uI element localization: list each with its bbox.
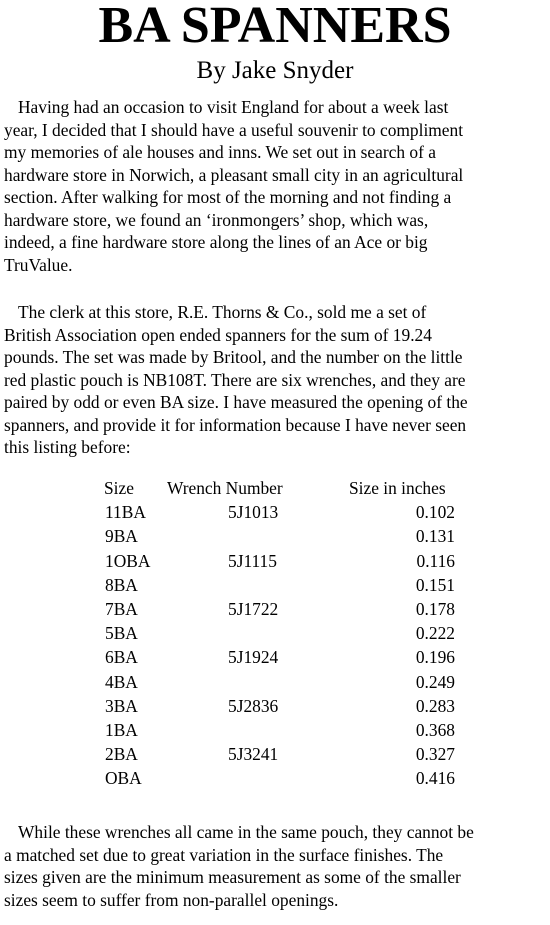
paragraph-line: British Association open ended spanners for the sum of 19.24 [4, 324, 432, 345]
cell-wrench-number: 5J1924 [228, 647, 279, 668]
cell-size-in-inches: 0.116 [416, 550, 455, 571]
cell-size-in-inches: 0.131 [415, 526, 455, 547]
paragraph-line: year, I decided that I should have a useful souvenir to compliment [4, 119, 464, 140]
article-byline: By Jake Snyder [196, 57, 354, 84]
table-row [0, 718, 550, 742]
paragraph-line: sizes seem to suffer from non-parallel openings. [4, 889, 339, 910]
paragraph-line: hardware store in Norwich, a pleasant small city in an agricultural [4, 164, 464, 185]
cell-size-in-inches: 0.151 [415, 574, 455, 595]
cell-size-in-inches: 0.416 [415, 768, 455, 789]
paragraph-line: While these wrenches all came in the same pouch, they cannot be [18, 822, 474, 842]
table-row [0, 742, 550, 766]
cell-size: OBA [105, 768, 142, 789]
paragraph-intro [4, 96, 548, 276]
column-header-size: Size [104, 478, 134, 498]
paragraph-line: The clerk at this store, R.E. Thorns & Co., sold me a set of [18, 302, 427, 322]
paragraph-conclusion [4, 821, 548, 911]
cell-size: 11BA [105, 502, 146, 523]
paragraph-line: hardware store, we found an ‘ironmongers’ shop, which was, [4, 209, 429, 230]
paragraph-line: a matched set due to great variation in the surface finishes. The [4, 844, 444, 865]
column-header-size-in-inches: Size in inches [349, 478, 446, 498]
paragraph-line: paired by odd or even BA size. I have measured the opening of the [4, 392, 468, 412]
paragraph-line: indeed, a fine hardware store along the lines of an Ace or big [4, 232, 428, 252]
table-body [0, 500, 550, 790]
cell-size-in-inches: 0.222 [415, 623, 455, 644]
cell-size-in-inches: 0.283 [415, 695, 455, 716]
cell-size-in-inches: 0.327 [415, 744, 455, 765]
column-header-wrench-number: Wrench Number [167, 478, 283, 498]
cell-size-in-inches: 0.178 [415, 598, 455, 619]
paragraph-line: my memories of ale houses and inns. We set out in search of a [4, 142, 436, 162]
spanner-size-table [0, 476, 550, 790]
cell-size-in-inches: 0.249 [415, 671, 455, 692]
cell-size: 7BA [105, 598, 138, 619]
table-row [0, 524, 550, 548]
table-row [0, 621, 550, 645]
cell-wrench-number: 5J1013 [228, 502, 279, 523]
cell-size: 4BA [105, 671, 138, 692]
cell-wrench-number: 5J3241 [228, 744, 279, 765]
paragraph-line: pounds. The set was made by Britool, and the number on the little [4, 347, 463, 367]
cell-size: 8BA [105, 574, 138, 595]
table-row [0, 549, 550, 573]
cell-wrench-number: 5J2836 [228, 695, 279, 716]
table-row [0, 573, 550, 597]
paragraph-line: sizes given are the minimum measurement as some of the smaller [4, 867, 461, 887]
table-row [0, 694, 550, 718]
cell-size: 5BA [105, 623, 138, 644]
cell-wrench-number: 5J1722 [228, 598, 279, 619]
paragraph-purchase [4, 301, 548, 459]
cell-size: 3BA [105, 695, 138, 716]
cell-size: 1OBA [105, 550, 151, 571]
table-header-row [0, 476, 550, 500]
paragraph-line: red plastic pouch is NB108T. There are six wrenches, and they are [4, 369, 466, 390]
cell-size-in-inches: 0.196 [415, 647, 455, 668]
paragraph-line: section. After walking for most of the morning and not finding a [4, 187, 452, 207]
cell-size: 9BA [105, 526, 138, 547]
cell-size: 1BA [105, 719, 138, 740]
table-row [0, 766, 550, 790]
paragraph-line: TruValue. [4, 254, 73, 275]
table-row [0, 645, 550, 669]
cell-size: 2BA [105, 744, 138, 765]
paragraph-line: spanners, and provide it for information because I have never seen [4, 414, 467, 435]
table-row [0, 500, 550, 524]
table-row [0, 670, 550, 694]
cell-size-in-inches: 0.368 [415, 719, 455, 740]
cell-size-in-inches: 0.102 [415, 502, 455, 523]
cell-size: 6BA [105, 647, 138, 668]
table-row [0, 597, 550, 621]
paragraph-line: this listing before: [4, 437, 131, 457]
paragraph-line: Having had an occasion to visit England for about a week last [18, 97, 449, 117]
article-title: BA SPANNERS [98, 0, 452, 54]
cell-wrench-number: 5J1115 [228, 550, 277, 571]
